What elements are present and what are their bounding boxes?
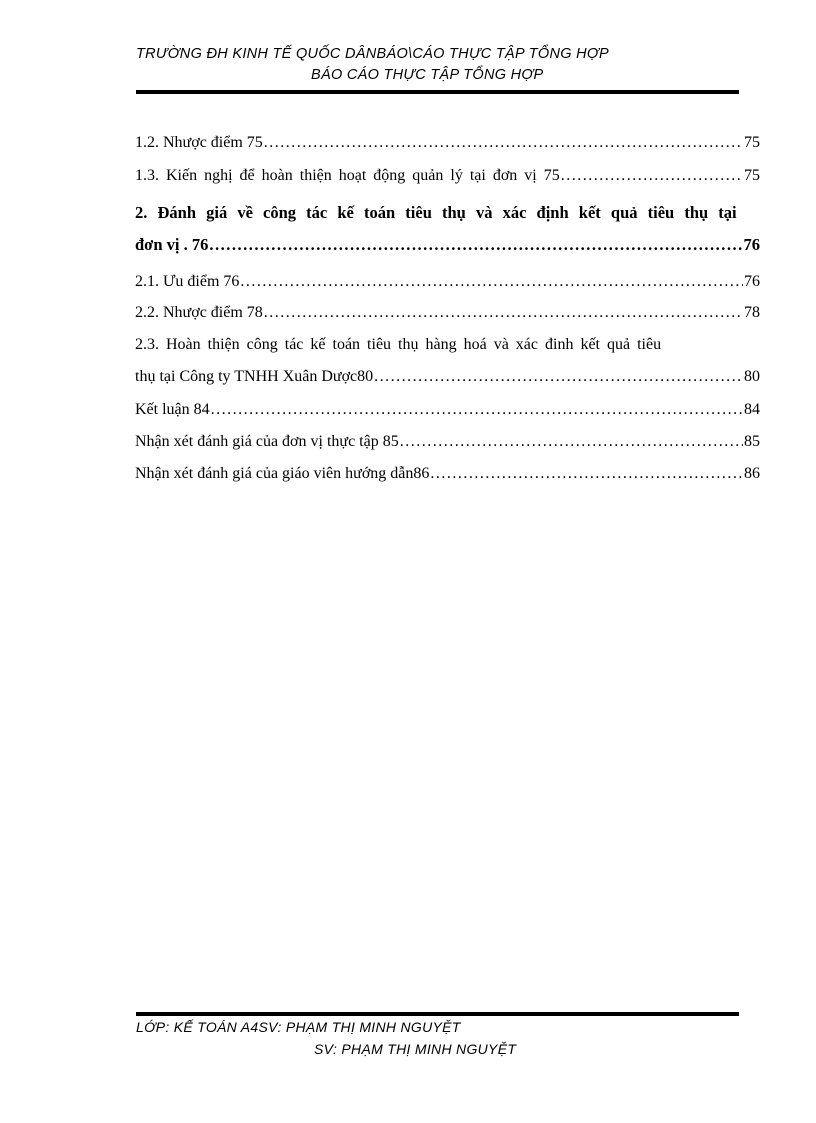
toc-entry-text: 2.1. Ưu điểm 76 xyxy=(135,273,240,290)
toc-entry[interactable] xyxy=(135,233,760,257)
toc-page-number: 85 xyxy=(744,433,760,450)
toc-entry-text: 2.2. Nhược điểm 78 xyxy=(135,304,263,321)
toc-entry[interactable] xyxy=(135,131,760,155)
toc-page-number: 76 xyxy=(744,273,760,290)
toc-leader-dots xyxy=(264,301,743,325)
toc-leader-dots xyxy=(430,462,743,486)
toc-entry[interactable] xyxy=(135,398,760,422)
footer-line-1: LỚP: KẾ TOÁN A4SV: PHẠM THỊ MINH NGUYỆT xyxy=(136,1019,461,1035)
toc-entry-heading-line[interactable]: 2.3. Hoàn thiện công tác kế toán tiêu thụ hàng hoá và xác đinh kết quả tiêu xyxy=(135,336,662,353)
toc-entry[interactable] xyxy=(135,365,760,389)
toc-page-number: 78 xyxy=(744,304,760,321)
toc-page-number: 80 xyxy=(744,368,760,385)
toc-entry-text: Nhận xét đánh giá của giáo viên hướng dẫn86 xyxy=(135,465,430,482)
toc-leader-dots xyxy=(211,398,743,422)
toc-entry[interactable] xyxy=(135,270,760,294)
header-line-1: TRƯỜNG ĐH KINH TẾ QUỐC DÂNBÁO\CÁO THỰC TẬP TỔNG HỢP xyxy=(136,46,609,62)
toc-page-number: 75 xyxy=(744,134,760,151)
toc-entry[interactable] xyxy=(135,301,760,325)
toc-entry[interactable] xyxy=(135,164,760,188)
toc-leader-dots xyxy=(400,430,743,454)
toc-leader-dots xyxy=(374,365,743,389)
toc-entry-text: thụ tại Công ty TNHH Xuân Dược80 xyxy=(135,368,374,385)
toc-leader-dots xyxy=(561,164,743,188)
toc-entry-text: 1.3. Kiến nghị để hoàn thiện hoạt động quản lý tại đơn vị 75 xyxy=(135,167,560,184)
header-divider xyxy=(136,90,739,94)
toc-entry-text: Nhận xét đánh giá của đơn vị thực tập 85 xyxy=(135,433,399,450)
toc-leader-dots xyxy=(240,270,743,294)
toc-entry-text: đơn vị . 76 xyxy=(135,235,209,254)
footer-divider xyxy=(136,1012,739,1016)
header-line-2: BÁO CÁO THỰC TẬP TỔNG HỢP xyxy=(311,67,544,83)
toc-leader-dots xyxy=(264,131,743,155)
toc-entry-text: Kết luận 84 xyxy=(135,401,210,418)
toc-page-number: 76 xyxy=(743,235,760,254)
footer-line-2: SV: PHẠM THỊ MINH NGUYỆT xyxy=(314,1041,517,1057)
toc-leader-dots xyxy=(209,233,742,257)
toc-page-number: 84 xyxy=(744,401,760,418)
toc-page-number: 75 xyxy=(744,167,760,184)
toc-entry[interactable] xyxy=(135,430,760,454)
toc-entry[interactable] xyxy=(135,462,760,486)
toc-page-number: 86 xyxy=(744,465,760,482)
toc-entry-heading-line[interactable]: 2. Đánh giá về công tác kế toán tiêu thụ và xác định kết quả tiêu thụ tại xyxy=(135,203,737,222)
toc-entry-text: 1.2. Nhược điểm 75 xyxy=(135,134,263,151)
